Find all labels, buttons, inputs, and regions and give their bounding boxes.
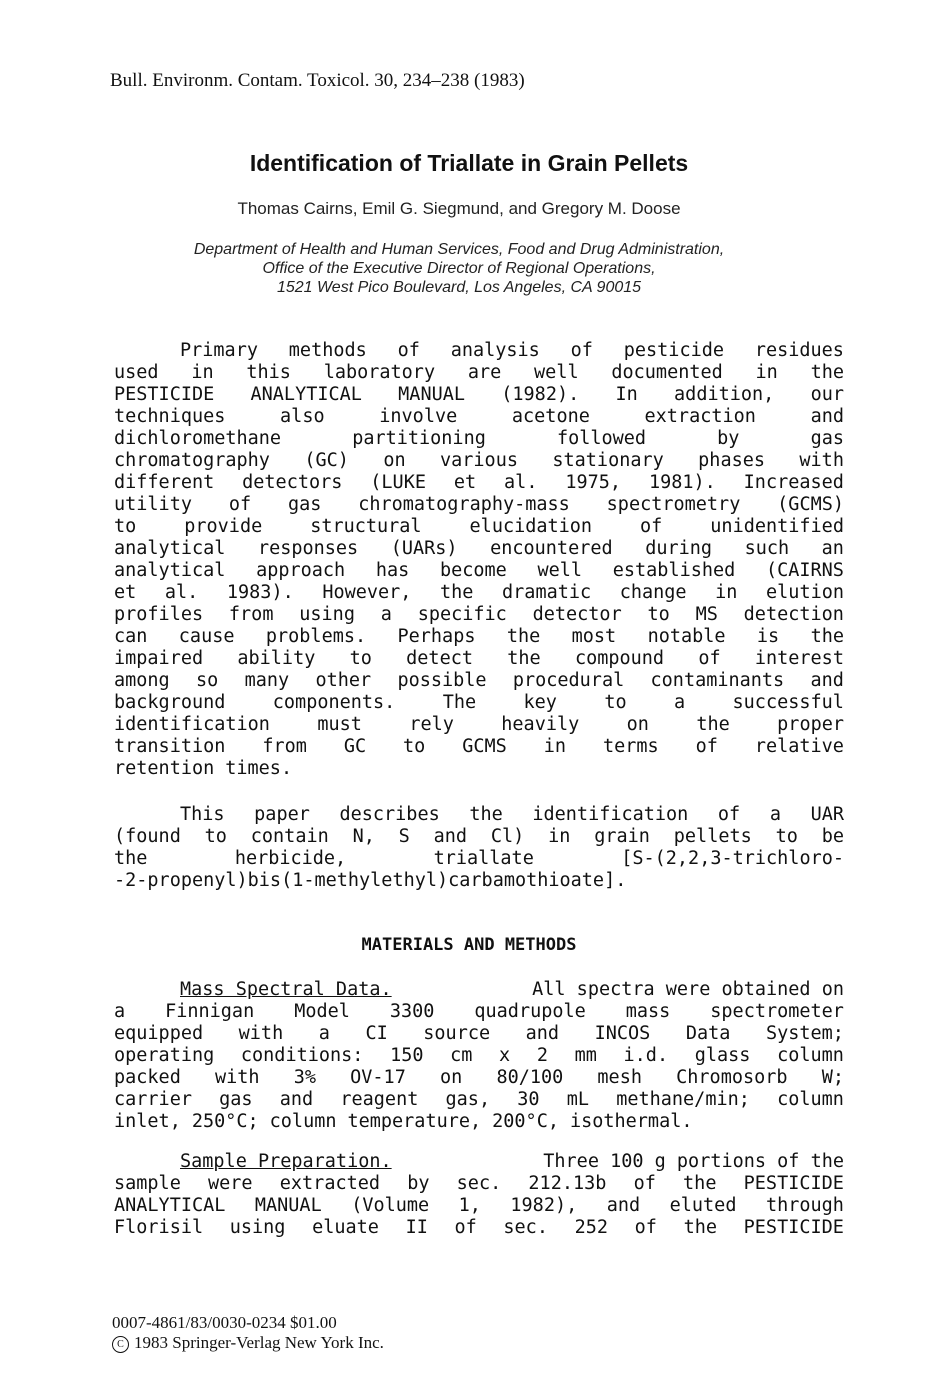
text-line [114, 1151, 844, 1173]
text-line: profiles from using a specific detector to MS detection [114, 604, 844, 625]
text-line: background components. The key to a successful [114, 692, 844, 713]
affiliation [0, 240, 918, 297]
text-line: packed with 3% OV-17 on 80/100 mesh Chromosorb W; [114, 1067, 844, 1088]
mass-spectral-paragraph [114, 979, 844, 1133]
text-line: PESTICIDE ANALYTICAL MANUAL (1982). In addition, our [114, 384, 844, 405]
text-line: analytical responses (UARs) encountered during such an [114, 538, 844, 559]
text-line: utility of gas chromatography-mass spectrometry (GCMS) [114, 494, 844, 515]
text-line: to provide structural elucidation of unidentified [114, 516, 844, 537]
subsection-heading-sample-preparation: Sample Preparation. [180, 1151, 392, 1172]
article-code: 0007-4861/83/0030-0234 $01.00 [112, 1313, 337, 1332]
affiliation-line: Department of Health and Human Services, Food and Drug Administration, [193, 241, 725, 258]
text-line: -2-propenyl)bis(1-methylethyl)carbamothioate]. [114, 870, 627, 891]
copyright-text: 1983 Springer-Verlag New York Inc. [134, 1333, 384, 1352]
text-line: ANALYTICAL MANUAL (Volume 1, 1982), and eluted through [114, 1195, 844, 1216]
line-remainder: Three 100 g portions of the [543, 1151, 844, 1172]
text-line: operating conditions: 150 cm x 2 mm i.d. glass column [114, 1045, 844, 1066]
text-line: carrier gas and reagent gas, 30 mL methane/min; column [114, 1089, 844, 1110]
text-line: This paper describes the identification of a UAR [180, 804, 844, 825]
text-line [114, 979, 844, 1001]
journal-reference: Bull. Environm. Contam. Toxicol. 30, 234–238 (1983) [110, 70, 525, 91]
text-line: (found to contain N, S and Cl) in grain pellets to be [114, 826, 844, 847]
text-line: techniques also involve acetone extraction and [114, 406, 844, 427]
text-line: equipped with a CI source and INCOS Data System; [114, 1023, 844, 1044]
text-line: transition from GC to GCMS in terms of relative [114, 736, 844, 757]
text-line: sample were extracted by sec. 212.13b of the PESTICIDE [114, 1173, 844, 1194]
affiliation-line: 1521 West Pico Boulevard, Los Angeles, CA 90015 [276, 279, 642, 296]
sample-preparation-paragraph [114, 1151, 844, 1239]
text-line: inlet, 250°C; column temperature, 200°C, isothermal. [114, 1111, 693, 1132]
author-list: Thomas Cairns, Emil G. Siegmund, and Gregory M. Doose [237, 199, 681, 218]
text-line: retention times. [114, 758, 293, 779]
text-line: the herbicide, triallate [S-(2,2,3-trichloro- [114, 848, 844, 869]
text-line: Primary methods of analysis of pesticide residues [180, 340, 844, 361]
text-line: analytical approach has become well established (CAIRNS [114, 560, 844, 581]
text-line: a Finnigan Model 3300 quadrupole mass spectrometer [114, 1001, 844, 1022]
text-line: identification must rely heavily on the proper [114, 714, 844, 735]
affiliation-line: Office of the Executive Director of Regional Operations, [262, 260, 656, 277]
objective-paragraph [114, 804, 844, 892]
line-remainder: All spectra were obtained on [532, 979, 844, 1000]
text-line: et al. 1983). However, the dramatic change in elution [114, 582, 844, 603]
footer [112, 1313, 384, 1353]
text-line: impaired ability to detect the compound of interest [114, 648, 844, 669]
text-line: used in this laboratory are well documented in the [114, 362, 844, 383]
copyright-line [112, 1333, 384, 1353]
paper-title: Identification of Triallate in Grain Pellets [249, 150, 689, 176]
text-line: can cause problems. Perhaps the most notable is the [114, 626, 844, 647]
copyright-icon: C [112, 1336, 129, 1353]
text-line: Florisil using eluate II of sec. 252 of the PESTICIDE [114, 1217, 844, 1238]
text-line: dichloromethane partitioning followed by gas [114, 428, 844, 449]
subsection-heading-mass-spectral: Mass Spectral Data. [180, 979, 392, 1000]
introduction-paragraph [114, 340, 844, 780]
text-line: among so many other possible procedural contaminants and [114, 670, 844, 691]
text-line: different detectors (LUKE et al. 1975, 1981). Increased [114, 472, 844, 493]
section-heading: MATERIALS AND METHODS [361, 935, 577, 955]
text-line: chromatography (GC) on various stationary phases with [114, 450, 844, 471]
